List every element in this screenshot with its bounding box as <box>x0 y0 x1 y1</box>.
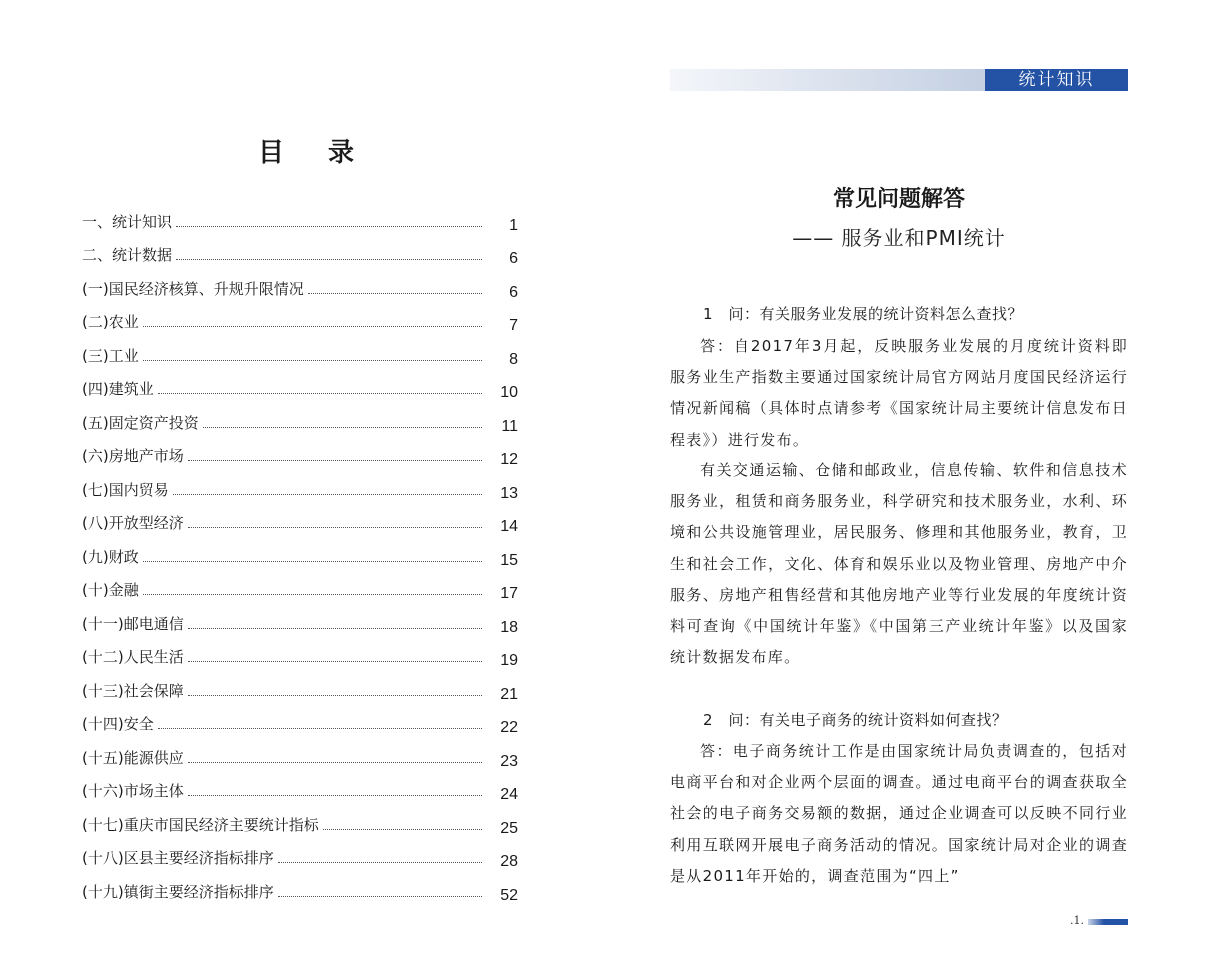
toc-item-label: (三)工业 <box>82 346 139 365</box>
toc-leader-dots <box>203 426 482 428</box>
toc-item[interactable] <box>82 734 518 768</box>
toc-item-label: (九)财政 <box>82 547 139 566</box>
toc-leader-dots <box>188 526 482 528</box>
toc-item-page: 11 <box>501 417 518 435</box>
toc-item-label: (六)房地产市场 <box>82 447 184 465</box>
toc-item-page: 13 <box>500 484 518 502</box>
toc-item-page: 8 <box>509 350 518 368</box>
answer-2-paragraph-1: 答：电子商务统计工作是由国家统计局负责调查的，包括对电商平台和对企业两个层面的调查。通过电商平台的调查获取全社会的电子商务交易额的数据，通过企业调查可以反映不同行业利用互联网开展电子商务活动的情况。国家统计局对企业的调查是从2011年开始的，调查范围为“四上” <box>670 742 1128 885</box>
toc-leader-dots <box>308 292 482 294</box>
toc-item[interactable] <box>82 198 518 232</box>
toc-item-label: (十九)镇街主要经济指标排序 <box>82 882 274 901</box>
toc-leader-dots <box>188 794 482 796</box>
toc-title: 目录 <box>258 138 399 168</box>
toc-leader-dots <box>143 325 482 327</box>
toc-item-label: (十八)区县主要经济指标排序 <box>82 849 274 867</box>
answer-1-paragraph-2: 有关交通运输、仓储和邮政业，信息传输、软件和信息技术服务业，租赁和商务服务业，科学研究和技术服务业，水利、环境和公共设施管理业，居民服务、修理和其他服务业，教育，卫生和社会工作，文化、体育和娱乐业以及物业管理、房地产中介服务、房地产租售经营和其他房地产业等行业发展的年度统计资料可查询《中国统计年鉴》《中国第三产业统计年鉴》以及国家统计数据发布库。 <box>670 461 1128 667</box>
toc-item-page: 1 <box>509 216 518 234</box>
toc-item[interactable] <box>82 667 518 701</box>
toc-leader-dots <box>143 593 482 595</box>
toc-item[interactable] <box>82 567 518 601</box>
answer-1-paragraph-1: 答：自2017年3月起，反映服务业发展的月度统计资料即服务业生产指数主要通过国家统计局官方网站月度国民经济运行情况新闻稿（具体时点请参考《国家统计局主要统计信息发布日程表》）进行发布。 <box>670 337 1128 449</box>
toc-item-page: 6 <box>509 283 518 301</box>
toc-item-label: (七)国内贸易 <box>82 480 169 499</box>
toc-item[interactable] <box>82 600 518 634</box>
toc-item-label: (一)国民经济核算、升规升限情况 <box>82 279 304 298</box>
toc-leader-dots <box>158 727 482 729</box>
toc-leader-dots <box>176 258 482 260</box>
toc-item[interactable] <box>82 634 518 668</box>
toc-item[interactable] <box>82 433 518 467</box>
toc-item-label: (四)建筑业 <box>82 380 154 398</box>
toc-item-page: 25 <box>500 819 518 837</box>
toc-item[interactable] <box>82 868 518 902</box>
toc-item[interactable] <box>82 701 518 735</box>
toc-item-page: 12 <box>500 451 518 468</box>
toc-item-page: 6 <box>509 250 518 267</box>
toc-leader-dots <box>188 761 482 763</box>
toc-item-page: 23 <box>500 752 518 770</box>
toc-item-label: (十三)社会保障 <box>82 681 184 700</box>
toc-item-label: (五)固定资产投资 <box>82 413 199 432</box>
toc-item-page: 21 <box>500 685 518 703</box>
toc-item[interactable] <box>82 533 518 567</box>
toc-item-page: 22 <box>500 719 518 736</box>
toc-leader-dots <box>188 694 482 696</box>
toc-leader-dots <box>158 392 482 394</box>
toc-leader-dots <box>143 359 482 361</box>
footer-accent-bar <box>1088 919 1128 925</box>
toc-item[interactable] <box>82 500 518 534</box>
article-title: 常见问题解答 <box>832 187 965 212</box>
toc-item-label: (十二)人民生活 <box>82 648 184 666</box>
toc-leader-dots <box>176 225 482 227</box>
toc-item[interactable] <box>82 332 518 366</box>
toc-item-page: 10 <box>500 384 518 401</box>
question-2: 2 问：有关电子商务的统计资料如何查找？ <box>703 711 1008 729</box>
toc-item-page: 28 <box>500 853 518 870</box>
page-number: .1. <box>1070 914 1084 927</box>
toc-leader-dots <box>188 627 482 629</box>
toc-item[interactable] <box>82 466 518 500</box>
toc-item[interactable] <box>82 366 518 400</box>
toc-item-page: 15 <box>500 551 518 569</box>
toc-item-label: (八)开放型经济 <box>82 514 184 532</box>
toc-item-page: 24 <box>500 786 518 803</box>
toc-leader-dots <box>278 861 482 863</box>
toc-item-label: (十四)安全 <box>82 715 154 733</box>
toc-list <box>82 198 518 902</box>
toc-item-page: 14 <box>500 518 518 535</box>
toc-item-label: 一、统计知识 <box>82 212 173 231</box>
section-tag: 统计知识 <box>985 69 1128 91</box>
toc-item-page: 18 <box>500 618 518 636</box>
question-1: 1 问：有关服务业发展的统计资料怎么查找？ <box>703 305 1024 323</box>
article-subtitle: —— 服务业和PMI统计 <box>792 226 1006 250</box>
toc-item[interactable] <box>82 299 518 333</box>
toc-leader-dots <box>188 660 482 662</box>
toc-item-label: (十)金融 <box>82 581 139 599</box>
toc-leader-dots <box>323 828 482 830</box>
toc-item[interactable] <box>82 232 518 266</box>
toc-item-page: 17 <box>500 585 518 602</box>
toc-leader-dots <box>188 459 482 461</box>
toc-item[interactable] <box>82 399 518 433</box>
toc-item-page: 52 <box>500 886 518 904</box>
toc-item-page: 7 <box>509 317 518 334</box>
toc-item[interactable] <box>82 768 518 802</box>
toc-leader-dots <box>143 560 482 562</box>
toc-item-label: (十五)能源供应 <box>82 748 184 767</box>
toc-item-label: (二)农业 <box>82 313 139 331</box>
toc-leader-dots <box>173 493 482 495</box>
toc-item-label: (十七)重庆市国民经济主要统计指标 <box>82 815 319 834</box>
toc-item[interactable] <box>82 801 518 835</box>
toc-item[interactable] <box>82 265 518 299</box>
toc-item-label: 二、统计数据 <box>82 246 173 264</box>
toc-item[interactable] <box>82 835 518 869</box>
toc-leader-dots <box>278 895 482 897</box>
toc-item-label: (十六)市场主体 <box>82 782 184 800</box>
toc-item-page: 19 <box>500 652 518 669</box>
toc-item-label: (十一)邮电通信 <box>82 614 184 633</box>
